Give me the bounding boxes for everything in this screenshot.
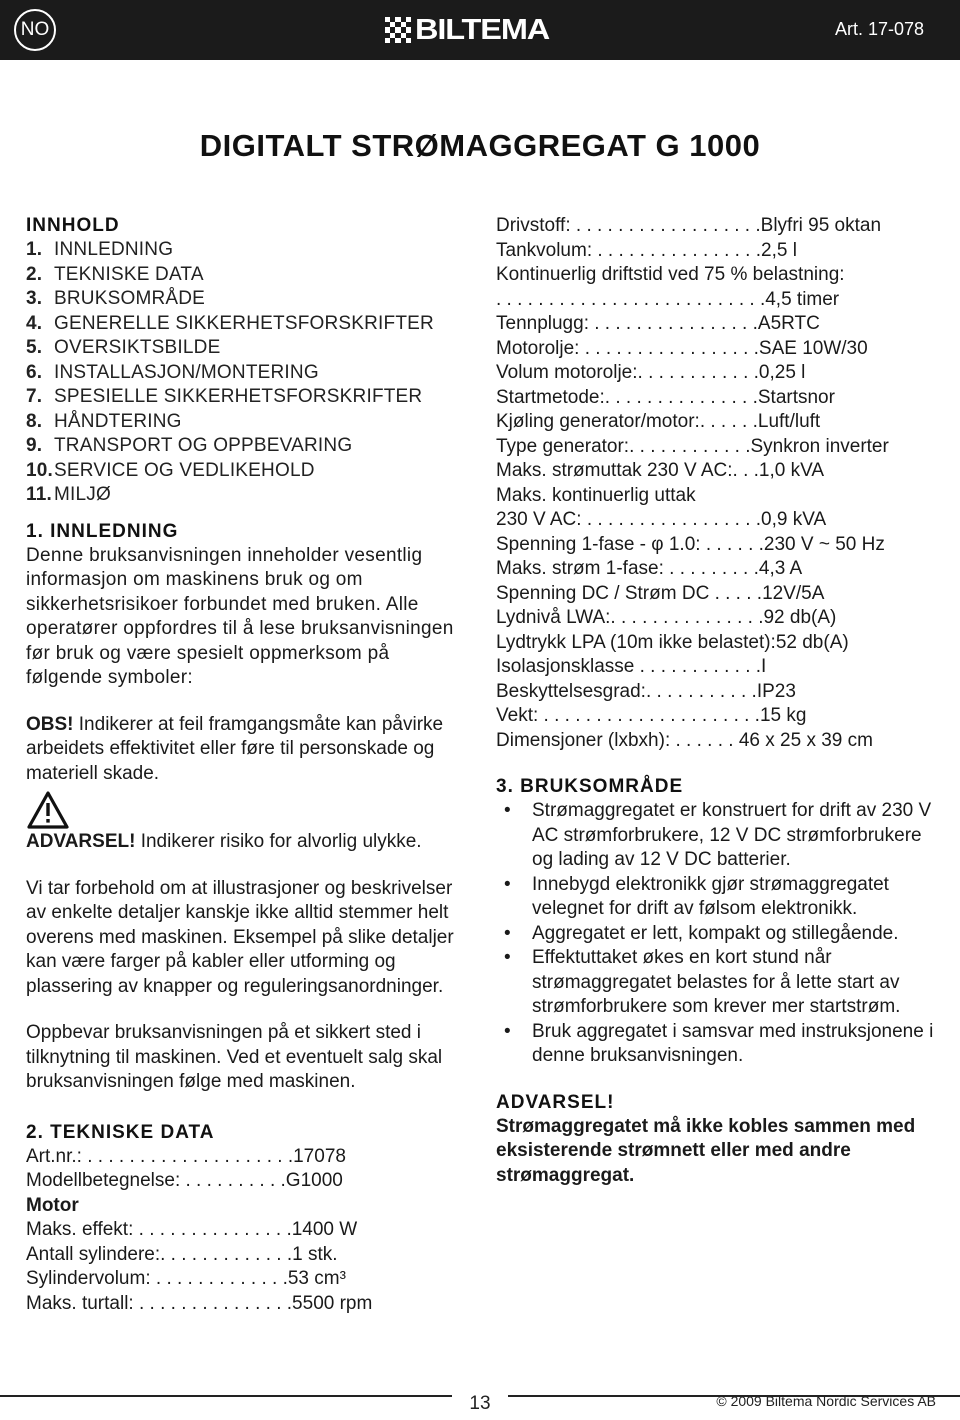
spec-line: Maks. effekt: . . . . . . . . . . . . . . .1400 W bbox=[26, 1219, 358, 1240]
usage-warning-heading: ADVARSEL! bbox=[496, 1091, 615, 1113]
toc-item-label: SPESIELLE SIKKERHETSFORSKRIFTER bbox=[54, 386, 423, 407]
usage-heading: 3. BRUKSOMRÅDE bbox=[496, 776, 684, 797]
toc-item-number: 9. bbox=[26, 435, 43, 456]
advarsel-paragraph bbox=[26, 830, 466, 855]
toc-item-number: 8. bbox=[26, 410, 43, 432]
toc-item-number: 4. bbox=[26, 312, 43, 334]
spec-line: Motorolje: . . . . . . . . . . . . . . . . .SAE 10W/30 bbox=[496, 337, 868, 359]
toc-item-number: 11. bbox=[26, 484, 52, 505]
usage-bullet: • Aggregatet er lett, kompakt og stillegående. bbox=[496, 922, 936, 947]
page-number: 13 bbox=[452, 1388, 508, 1414]
spec-line: Lydtrykk LPA (10m ikke belastet):52 db(A) bbox=[496, 631, 849, 653]
toc-item-label: MILJØ bbox=[54, 484, 111, 505]
checkered-flag-icon bbox=[385, 17, 411, 43]
toc-item-label: HÅNDTERING bbox=[54, 410, 182, 432]
advarsel-label: ADVARSEL! bbox=[26, 831, 136, 852]
spec-line: Tankvolum: . . . . . . . . . . . . . . . .2,5 l bbox=[496, 239, 797, 261]
spec-line: Tennplugg: . . . . . . . . . . . . . . . .A5RTC bbox=[496, 313, 820, 334]
usage-warning-text: Strømaggregatet må ikke kobles sammen med eksisterende strømnett eller med andre strømaggregat. bbox=[496, 1115, 916, 1186]
spec-line: Art.nr.: . . . . . . . . . . . . . . . . . . . .17078 bbox=[26, 1145, 346, 1167]
spec-line: Spenning DC / Strøm DC . . . . .12V/5A bbox=[496, 582, 825, 604]
spec-line: Antall sylindere:. . . . . . . . . . . . .1 stk. bbox=[26, 1243, 338, 1265]
toc-item-number: 5. bbox=[26, 337, 43, 358]
toc-item bbox=[26, 483, 466, 508]
spec-line: Beskyttelsesgrad:. . . . . . . . . . .IP23 bbox=[496, 680, 796, 702]
intro-heading: 1. INNLEDNING bbox=[26, 520, 179, 542]
spec-line: Kontinuerlig driftstid ved 75 % belastning: bbox=[496, 264, 845, 285]
right-column bbox=[496, 214, 936, 1188]
spec-line: Type generator:. . . . . . . . . . . .Synkron inverter bbox=[496, 435, 889, 457]
usage-bullet: • Strømaggregatet er konstruert for drift av 230 V AC strømforbrukere, 12 V DC strømforbrukere og lading av 12 V DC batterier. bbox=[496, 799, 936, 873]
brand-logo bbox=[385, 14, 550, 46]
toc-item bbox=[26, 312, 466, 337]
spec-line: Lydnivå LWA:. . . . . . . . . . . . . . .92 db(A) bbox=[496, 607, 837, 628]
spec-line: Sylindervolum: . . . . . . . . . . . . .53 cm³ bbox=[26, 1268, 346, 1289]
toc-item bbox=[26, 336, 466, 361]
toc-item-number: 6. bbox=[26, 361, 43, 383]
country-badge: NO bbox=[14, 9, 56, 51]
toc-item-number: 1. bbox=[26, 239, 43, 260]
reservation-paragraph: Vi tar forbehold om at illustrasjoner og beskrivelser av enkelte detaljer kanskje ikke alltid stemmer helt overens med maskinen. Eksempel på slike detaljer kan være farger på kabler eller utforming og plassering av knapper og reguleringsanordninger. bbox=[26, 877, 454, 997]
toc-item bbox=[26, 263, 466, 288]
motor-heading: Motor bbox=[26, 1194, 79, 1216]
usage-list bbox=[496, 799, 936, 1069]
toc-item bbox=[26, 287, 466, 312]
toc-item-label: OVERSIKTSBILDE bbox=[54, 337, 221, 358]
toc-item-number: 3. bbox=[26, 288, 43, 309]
spec-line: 230 V AC: . . . . . . . . . . . . . . . . .0,9 kVA bbox=[496, 509, 827, 530]
brand-name: BILTEMA bbox=[415, 14, 550, 46]
spec-line: Isolasjonsklasse . . . . . . . . . . . .I bbox=[496, 656, 767, 677]
spec-line: . . . . . . . . . . . . . . . . . . . . . . . . . .4,5 timer bbox=[496, 288, 840, 310]
toc-item-label: SERVICE OG VEDLIKEHOLD bbox=[54, 459, 315, 481]
warning-triangle-icon bbox=[26, 790, 70, 830]
toc-item bbox=[26, 410, 466, 435]
toc-item bbox=[26, 385, 466, 410]
spec-line: Maks. turtall: . . . . . . . . . . . . . . .5500 rpm bbox=[26, 1292, 373, 1314]
advarsel-text: Indikerer risiko for alvorlig ulykke. bbox=[135, 831, 422, 852]
toc-item-label: BRUKSOMRÅDE bbox=[54, 288, 206, 309]
tech-specs-continued bbox=[496, 214, 936, 753]
toc-item bbox=[26, 459, 466, 484]
spec-line: Modellbetegnelse: . . . . . . . . . .G1000 bbox=[26, 1170, 343, 1191]
toc-item-label: GENERELLE SIKKERHETSFORSKRIFTER bbox=[54, 312, 434, 334]
spec-line: Maks. kontinuerlig uttak bbox=[496, 484, 696, 506]
toc-item-label: TEKNISKE DATA bbox=[54, 263, 204, 285]
left-column bbox=[26, 214, 466, 1316]
usage-bullet: • Effektuttaket økes en kort stund når strømaggregatet belastes for å lette start av strømforbrukere som krever mer startstrøm. bbox=[496, 946, 936, 1020]
spec-line: Maks. strømuttak 230 V AC:. . .1,0 kVA bbox=[496, 460, 825, 481]
spec-line: Volum motorolje:. . . . . . . . . . . .0,25 l bbox=[496, 362, 806, 383]
toc-heading: INNHOLD bbox=[26, 215, 120, 236]
header-bar bbox=[0, 0, 960, 60]
tech-specs-motor bbox=[26, 1218, 466, 1316]
spec-line: Drivstoff: . . . . . . . . . . . . . . . . . .Blyfri 95 oktan bbox=[496, 215, 882, 236]
tech-specs-top bbox=[26, 1145, 466, 1194]
obs-paragraph bbox=[26, 713, 466, 787]
copyright-notice: © 2009 Biltema Nordic Services AB bbox=[716, 1393, 936, 1409]
spec-line: Startmetode:. . . . . . . . . . . . . . .Startsnor bbox=[496, 386, 835, 408]
toc-item bbox=[26, 434, 466, 459]
spec-line: Spenning 1-fase - φ 1.0: . . . . . .230 V ~ 50 Hz bbox=[496, 533, 885, 555]
spec-line: Maks. strøm 1-fase: . . . . . . . . .4,3 A bbox=[496, 558, 803, 579]
toc-item-label: INSTALLASJON/MONTERING bbox=[54, 361, 319, 383]
table-of-contents bbox=[26, 238, 466, 508]
intro-paragraph: Denne bruksanvisningen inneholder vesentlig informasjon om maskinens bruk og om sikkerhetsrisikoer forbundet med bruken. Alle operatører oppfordres til å lese bruksanvisningen før bruk og være spesielt oppmerksom på følgende symboler: bbox=[26, 544, 454, 688]
toc-item-label: INNLEDNING bbox=[54, 239, 174, 260]
toc-item-label: TRANSPORT OG OPPBEVARING bbox=[54, 435, 353, 456]
spec-line: Dimensjoner (lxbxh): . . . . . . 46 x 25 x 39 cm bbox=[496, 729, 873, 751]
obs-text: Indikerer at feil framgangsmåte kan påvirke arbeidets effektivitet eller føre til personskade og materiell skade. bbox=[26, 713, 444, 784]
toc-item-number: 2. bbox=[26, 263, 43, 285]
spec-line: Vekt: . . . . . . . . . . . . . . . . . . . . .15 kg bbox=[496, 705, 807, 726]
obs-label: OBS! bbox=[26, 713, 74, 735]
usage-bullet: • Innebygd elektronikk gjør strømaggregatet velegnet for drift av følsom elektronikk. bbox=[496, 873, 936, 922]
usage-bullet: • Bruk aggregatet i samsvar med instruksjonene i denne bruksanvisningen. bbox=[496, 1020, 936, 1069]
storage-paragraph: Oppbevar bruksanvisningen på et sikkert sted i tilknytning til maskinen. Ved et eventuelt salg skal bruksanvisningen følge med maskinen. bbox=[26, 1022, 443, 1092]
toc-item-number: 10. bbox=[26, 459, 54, 481]
spec-line: Kjøling generator/motor:. . . . . .Luft/luft bbox=[496, 411, 821, 432]
document-title: DIGITALT STRØMAGGREGAT G 1000 bbox=[199, 128, 761, 163]
toc-item bbox=[26, 238, 466, 263]
article-number: Art. 17-078 bbox=[834, 19, 924, 39]
toc-item bbox=[26, 361, 466, 386]
toc-item-number: 7. bbox=[26, 386, 43, 407]
tech-heading: 2. TEKNISKE DATA bbox=[26, 1121, 215, 1143]
